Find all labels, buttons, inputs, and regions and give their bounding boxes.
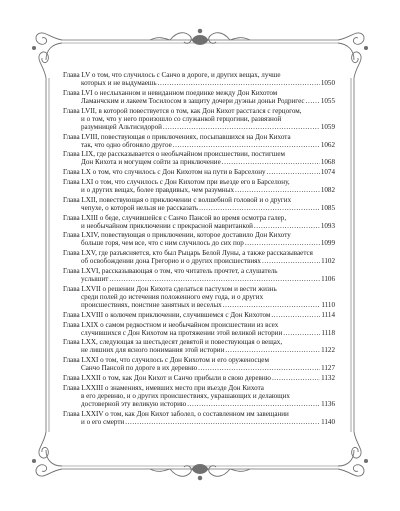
toc-dot-leader — [245, 239, 320, 247]
bottom-center-ornament — [150, 465, 250, 480]
toc-entry-text: Глава LXVII о решении Дон Кихота сделаться пастухом и вести жизнь — [63, 284, 277, 293]
toc-entry — [63, 178, 335, 194]
toc-entry-text: среди полей до истечения положенного ему года, и о других — [81, 292, 264, 301]
toc-entry-last-line — [63, 346, 335, 354]
toc-entry-text: достоверной эту великую историю — [81, 399, 187, 408]
toc-entry-text: разумницей Альтисидорой — [81, 122, 162, 131]
toc-entry-text: Дон Кихота и могущем сойти за приключение — [81, 158, 221, 167]
toc-dot-leader — [158, 79, 320, 87]
toc-dot-leader — [283, 329, 320, 337]
toc-entry-text: Глава LVIII, повествующая о приключениях, посыпавшихся на Дон Кихота — [63, 132, 291, 141]
toc-entry-last-line — [63, 374, 335, 382]
toc-entry — [63, 338, 335, 354]
toc-entry-text: Глава LVII, в которой повествуется о том, как Дон Кихот расстался с герцогом, — [63, 106, 302, 115]
toc-dot-leader — [222, 158, 320, 166]
toc-entry-last-line — [63, 311, 335, 319]
toc-entry-text: Глава LXI о том, что случилось с Дон Кихотом при въезде его в Барселону, — [63, 177, 290, 186]
toc-entry-text: и о его смерти — [81, 417, 125, 426]
toc-page-number: 1127 — [321, 364, 335, 373]
toc-dot-leader — [199, 204, 320, 212]
toc-entry — [63, 311, 335, 319]
toc-entry-last-line — [63, 186, 335, 194]
toc-entry-text: Глава LXVI, рассказывающая о том, что читатель прочтет, а слушатель — [63, 267, 278, 276]
toc-entry-last-line — [63, 329, 335, 337]
toc-entry — [63, 374, 335, 382]
toc-dot-leader — [262, 257, 320, 265]
toc-page-number: 1085 — [320, 203, 335, 212]
toc-dot-leader — [187, 400, 320, 408]
toc-page-number: 1114 — [321, 310, 335, 319]
toc-entry-last-line — [63, 239, 335, 247]
toc-dot-leader — [306, 97, 320, 105]
toc-page-number: 1059 — [320, 122, 335, 131]
toc-entry — [63, 168, 335, 176]
toc-entry-last-line — [63, 168, 335, 176]
toc-entry-text: Глава LXIX о самом редкостном и необычайном происшествии из всех — [63, 320, 279, 329]
toc-entry-last-line — [63, 97, 335, 105]
toc-entry-text: происшествиях, поистине занятных и веселых — [81, 300, 222, 309]
toc-page-number: 1055 — [320, 96, 335, 105]
top-center-ornament — [150, 29, 250, 44]
toc-entry-text: Глава LXXIV о том, как Дон Кихот заболел, о составленном им завещании — [63, 409, 289, 418]
toc-entry-text: Глава LXIII о беде, случившейся с Санчо Пансой во время осмотра галер, — [63, 213, 287, 222]
toc-entry-last-line — [63, 158, 335, 166]
toc-entry-text: так, что одно обгоняло другое — [81, 140, 172, 149]
toc-dot-leader — [125, 418, 320, 426]
toc-entry-text: Глава LXIV, повествующая о приключении, которое доставило Дон Кихоту — [63, 231, 291, 240]
toc-entry — [63, 107, 335, 131]
toc-page-number: 1136 — [321, 399, 335, 408]
toc-entry-text: Глава LIX, где рассказывается о необычайном происшествии, постигшем — [63, 150, 285, 159]
toc-entry-text: и о том, что у него произошло со служанкой герцогини, развязной — [81, 114, 282, 123]
toc-entry-last-line — [63, 222, 335, 230]
toc-dot-leader — [223, 301, 321, 309]
toc-dot-leader — [267, 168, 320, 176]
toc-entry-text: Санчо Пансой по дороге в их деревню — [81, 364, 198, 373]
toc-entry-text: не лишних для ясного понимания этой истории — [81, 346, 225, 355]
corner-ornament-bottom-left — [32, 432, 62, 476]
toc-page-number: 1062 — [320, 140, 335, 149]
toc-entry-last-line — [63, 204, 335, 212]
toc-dot-leader — [271, 311, 320, 319]
toc-entry — [63, 410, 335, 426]
toc-dot-leader — [235, 186, 320, 194]
toc-entry-text: Глава LXX, следующая за шестьдесят девятой и повествующая о вещах, — [63, 338, 283, 347]
toc-dot-leader — [225, 346, 320, 354]
toc-entry-text: случившихся с Дон Кихотом на протяжении этой великой истории — [81, 328, 283, 337]
toc-entry-text: Ламанчским и лакеем Тосилосом в защиту дочери дуэньи доньи Родригес — [81, 96, 305, 105]
toc-entry-text: Глава LXII, повествующая о приключении с волшебной головой и о других — [63, 195, 292, 204]
toc-page-number: 1140 — [321, 417, 335, 426]
toc-entry — [63, 133, 335, 149]
corner-ornament-top-left — [32, 33, 62, 78]
toc-page-number: 1102 — [321, 257, 335, 266]
toc-page-number: 1118 — [321, 328, 335, 337]
toc-entry-text: Глава LXVIII о колючем приключении, случившемся с Дон Кихотом — [63, 310, 271, 319]
toc-entry-last-line — [63, 418, 335, 426]
corner-ornament-bottom-right — [338, 432, 368, 476]
toc-page-number: 1050 — [320, 79, 335, 88]
toc-entry — [63, 384, 335, 408]
toc-page-number: 1110 — [321, 300, 335, 309]
toc-entry-text: Глава LX о том, что случилось с Дон Кихотом на пути в Барселону — [63, 168, 266, 177]
corner-ornament-top-right — [338, 33, 368, 78]
toc-entry-text: Глава LXXII о том, как Дон Кихот и Санчо прибыли в свою деревню — [63, 374, 271, 383]
toc-entry-last-line — [63, 141, 335, 149]
toc-entry — [63, 214, 335, 230]
toc-entry-text: Глава LXXIII о знамениях, имевших место при въезде Дон Кихота — [63, 383, 264, 392]
table-of-contents — [63, 71, 335, 428]
toc-entry — [63, 150, 335, 166]
toc-entry-last-line — [63, 400, 335, 408]
toc-entry — [63, 71, 335, 87]
toc-dot-leader — [198, 364, 320, 372]
toc-entry-last-line — [63, 257, 335, 265]
toc-entry-text: Глава LXV, где разъясняется, кто был Рыцарь Белой Луны, а также рассказывается — [63, 249, 313, 258]
toc-entry-text: и о других вещах, более правдивых, чем разумных — [81, 185, 235, 194]
toc-entry-text: услышит — [81, 275, 109, 284]
toc-entry — [63, 231, 335, 247]
toc-entry — [63, 249, 335, 265]
toc-dot-leader — [272, 374, 320, 382]
toc-entry — [63, 321, 335, 337]
toc-entry — [63, 196, 335, 212]
toc-entry-last-line — [63, 364, 335, 372]
toc-entry-text: которых и не выдумаешь — [81, 79, 157, 88]
toc-entry-text: чепухе, о которой нельзя не рассказать — [81, 203, 199, 212]
toc-entry-last-line — [63, 79, 335, 87]
toc-entry-text: Глава LV о том, что случилось с Санчо в дороге, и других вещах, лучше — [63, 71, 281, 79]
toc-entry-text: об освобождении дона Грегорио и о других происшествиях — [81, 257, 261, 266]
toc-dot-leader — [254, 222, 320, 230]
toc-entry — [63, 89, 335, 105]
toc-entry-text: и необычайном приключении с прекрасной мавританкой — [81, 221, 253, 230]
toc-entry-text: Глава LVI о неслыханном и невиданном поединке между Дон Кихотом — [63, 88, 278, 97]
toc-entry — [63, 267, 335, 283]
toc-entry-text: больше горя, чем все, что с ним случилось до сих пор — [81, 239, 244, 248]
toc-entry-text: Глава LXXI о том, что случилось с Дон Кихотом и его оруженосцем — [63, 356, 269, 365]
toc-entry-text: в его деревню, и о других происшествиях, украшающих и делающих — [81, 391, 290, 400]
toc-page-number: 1068 — [320, 158, 335, 167]
toc-page-number: 1093 — [320, 221, 335, 230]
toc-dot-leader — [163, 123, 320, 131]
toc-entry — [63, 285, 335, 309]
toc-entry-last-line — [63, 275, 335, 283]
toc-entry-last-line — [63, 123, 335, 131]
toc-entry-last-line — [63, 301, 335, 309]
toc-page-number: 1132 — [321, 374, 335, 383]
toc-page-number: 1082 — [320, 185, 335, 194]
toc-dot-leader — [173, 141, 320, 149]
toc-page-number: 1099 — [320, 239, 335, 248]
toc-entry — [63, 356, 335, 372]
toc-dot-leader — [109, 275, 320, 283]
toc-page-number: 1106 — [321, 275, 335, 284]
toc-page-number: 1074 — [320, 168, 335, 177]
toc-page-number: 1122 — [321, 346, 335, 355]
